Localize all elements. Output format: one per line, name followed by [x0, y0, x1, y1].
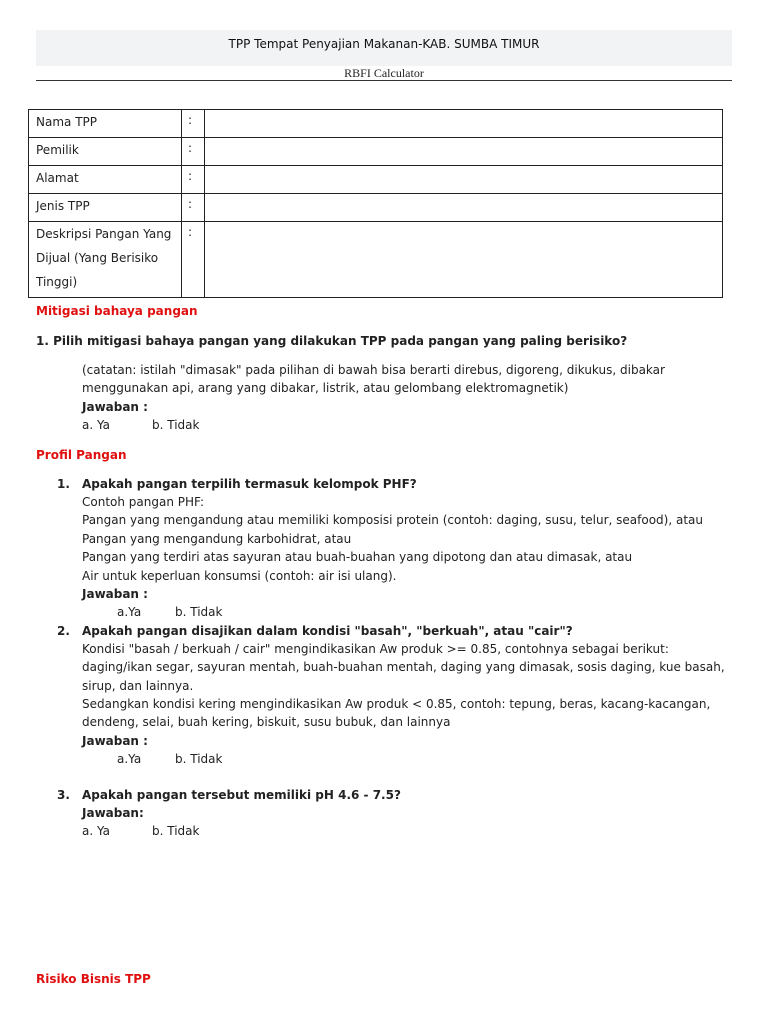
subtitle: RBFI Calculator — [344, 66, 424, 80]
page-title — [36, 37, 732, 51]
table-row — [29, 222, 723, 298]
answer-label: Jawaban : — [82, 734, 148, 748]
question-profil-1: Apakah pangan terpilih termasuk kelompok PHF? — [82, 477, 417, 491]
option-tidak[interactable]: b. Tidak — [152, 418, 200, 432]
question-profil-3: Apakah pangan tersebut memiliki pH 4.6 - 7.5? — [82, 788, 401, 802]
section-heading-mitigasi: Mitigasi bahaya pangan — [36, 304, 198, 318]
option-tidak[interactable]: b. Tidak — [175, 605, 223, 619]
label-jenis-tpp: Jenis TPP — [29, 194, 182, 222]
answer-label: Jawaban : — [82, 587, 148, 601]
note-line: (catatan: istilah "dimasak" pada pilihan di bawah bisa berarti direbus, digoreng, dikukus, dibakar — [82, 363, 665, 377]
table-row — [29, 138, 723, 166]
section-heading-profil: Profil Pangan — [36, 448, 127, 462]
answer-label: Jawaban : — [82, 400, 148, 414]
separator: : — [182, 166, 205, 194]
option-ya[interactable]: a.Ya — [117, 752, 142, 766]
title-tpp: TPP — [228, 37, 251, 51]
info-table — [28, 109, 723, 298]
label-pemilik: Pemilik — [29, 138, 182, 166]
label-alamat: Alamat — [29, 166, 182, 194]
text-line: Pangan yang mengandung atau memiliki komposisi protein (contoh: daging, susu, telur, seafood), atau — [82, 513, 703, 527]
label-nama-tpp: Nama TPP — [29, 110, 182, 138]
field-deskripsi[interactable] — [205, 222, 723, 298]
separator: : — [182, 222, 205, 298]
text-line: sirup, dan lainnya. — [82, 679, 194, 693]
text-line: dendeng, selai, buah kering, biskuit, susu bubuk, dan lainnya — [82, 715, 451, 729]
text-line: Sedangkan kondisi kering mengindikasikan Aw produk < 0.85, contoh: tepung, beras, kacang-kacangan, — [82, 697, 711, 711]
text-line: Air untuk keperluan konsumsi (contoh: air isi ulang). — [82, 569, 397, 583]
table-row — [29, 110, 723, 138]
option-ya[interactable]: a. Ya — [82, 824, 111, 838]
text-line: Pangan yang mengandung karbohidrat, atau — [82, 532, 352, 546]
question-number: 2. — [57, 624, 70, 638]
text-line: Pangan yang terdiri atas sayuran atau buah-buahan yang dipotong dan atau dimasak, atau — [82, 550, 633, 564]
note-line: menggunakan api, arang yang dibakar, listrik, atau gelombang elektromagnetik) — [82, 381, 569, 395]
option-tidak[interactable]: b. Tidak — [152, 824, 200, 838]
text-line: Contoh pangan PHF: — [82, 495, 205, 509]
field-jenis-tpp[interactable] — [205, 194, 723, 222]
answer-label: Jawaban: — [82, 806, 144, 820]
table-row — [29, 166, 723, 194]
question-profil-2: Apakah pangan disajikan dalam kondisi "basah", "berkuah", atau "cair"? — [82, 624, 573, 638]
label-deskripsi: Deskripsi Pangan Yang Dijual (Yang Berisiko Tinggi) — [29, 222, 182, 298]
option-tidak[interactable]: b. Tidak — [175, 752, 223, 766]
title-text: Tempat Penyajian Makanan-KAB. SUMBA TIMUR — [254, 37, 540, 51]
table-row — [29, 194, 723, 222]
text-line: daging/ikan segar, sayuran mentah, buah-buahan mentah, daging yang dimasak, sosis daging, kue basah, — [82, 660, 725, 674]
option-ya[interactable]: a.Ya — [117, 605, 142, 619]
question-mitigasi-1: 1. Pilih mitigasi bahaya pangan yang dilakukan TPP pada pangan yang paling berisiko? — [36, 334, 628, 348]
option-ya[interactable]: a. Ya — [82, 418, 111, 432]
separator: : — [182, 138, 205, 166]
question-number: 3. — [57, 788, 70, 802]
field-alamat[interactable] — [205, 166, 723, 194]
divider — [36, 80, 732, 81]
separator: : — [182, 194, 205, 222]
text-line: Kondisi "basah / berkuah / cair" mengindikasikan Aw produk >= 0.85, contohnya sebagai berikut: — [82, 642, 669, 656]
separator: : — [182, 110, 205, 138]
field-pemilik[interactable] — [205, 138, 723, 166]
question-number: 1. — [57, 477, 70, 491]
section-heading-risiko: Risiko Bisnis TPP — [36, 972, 151, 986]
field-nama-tpp[interactable] — [205, 110, 723, 138]
